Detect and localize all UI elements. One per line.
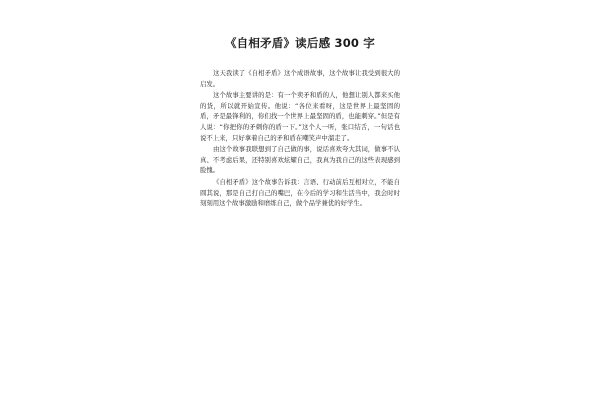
- document-title: 《自相矛盾》读后感 300 字: [224, 36, 375, 50]
- paragraph-lesson: 《自相矛盾》这个故事告诉我：言语、行动前后互相对立，不能自圆其说，那是自己打自己的嘴巴，在今后的学习和生活当中，我会时时刻刻用这个故事激励和磨练自己，做个品学兼优的好学生。: [200, 177, 400, 208]
- paragraph-intro: 这天我读了《自相矛盾》这个成语故事，这个故事让我受到很大的启发。: [200, 69, 400, 88]
- document-body: [200, 68, 400, 209]
- paragraph-reflection: 由这个故事我联想到了自己做的事，说话喜欢夸大其词，做事不认真、不考虑后果，还特别喜欢炫耀自己，我真为我自己的这些表现感到脸愧。: [200, 145, 400, 175]
- paragraph-story: 这个故事主要讲的是：有一个卖矛和盾的人，他想让别人都来买他的货，所以就开始宣传。他说：“各位来看呀，这是世界上最坚固的盾，矛是最锋利的，你们找一个世界上最坚固的盾，也能刺穿。”但是有人说：“你把你的矛刺你的盾一下。”这个人一听，张口结舌，一句话也说不上来，只好拿着自己的矛和盾在嘲笑声中溜走了。: [200, 91, 400, 142]
